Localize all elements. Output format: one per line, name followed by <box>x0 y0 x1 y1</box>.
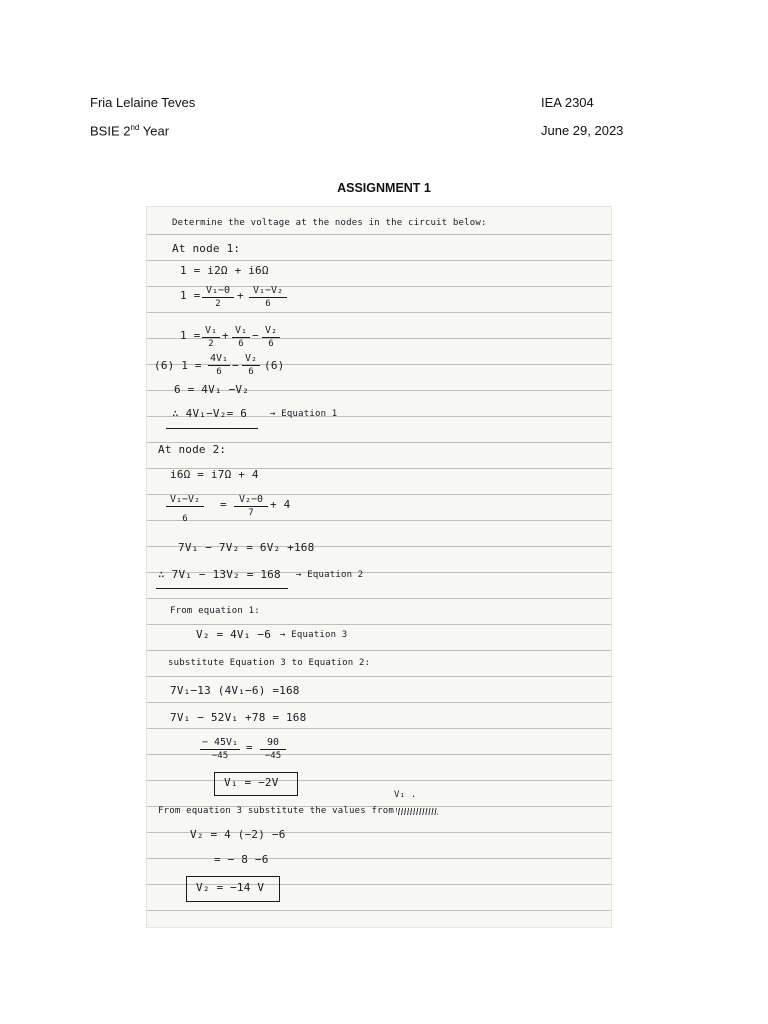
equation1-label: → Equation 1 <box>270 409 338 419</box>
node1-line2-lhs: 1 = <box>180 289 201 302</box>
equation2-label: → Equation 2 <box>296 570 364 580</box>
program-prefix: BSIE 2 <box>90 123 131 139</box>
fraction: $\frac{\text{4V₁}}{6}$ <box>209 353 229 377</box>
node1-line1: 1 = i2Ω + i6Ω <box>180 264 269 277</box>
substitution-line1: 7V₁−13 (4V₁−6) =168 <box>170 684 300 697</box>
from-equation1: From equation 1: <box>170 606 260 616</box>
fraction: $\frac{\text{V₁−V₂}}{6}$ <box>166 494 204 525</box>
v1-note: V₁ . <box>394 790 417 800</box>
fraction: $\frac{\text{V₂}}{6}$ <box>242 353 260 378</box>
v2-line1: V₂ = 4 (−2) −6 <box>190 828 286 841</box>
date: June 29, 2023 <box>541 123 624 138</box>
substitution-line2: 7V₁ − 52V₁ +78 = 168 <box>170 711 307 724</box>
equation3-label: → Equation 3 <box>280 630 348 640</box>
fraction: $\frac{\text{V₁−0}}{2}$ <box>202 285 234 310</box>
equation3: V₂ = 4V₁ −6 <box>196 628 272 641</box>
equals-sign: = <box>246 741 253 754</box>
course-code: IEA 2304 <box>541 95 594 110</box>
fraction: $\frac{90}{-45}$ <box>260 737 286 762</box>
crossed-out-word <box>396 808 438 815</box>
equation1-result: ∴ 4V₁−V₂= 6 <box>172 407 248 420</box>
handwritten-notes-photo <box>146 206 612 928</box>
fraction: $\frac{\text{V₂}}{6}$ <box>262 325 280 350</box>
underline <box>166 428 258 429</box>
substitute-instruction: substitute Equation 3 to Equation 2: <box>168 658 371 668</box>
program-year <box>90 123 169 138</box>
equals-sign: = <box>220 498 227 511</box>
fraction: $\frac{\text{V₁−V₂}}{6}$ <box>249 285 287 310</box>
underline <box>156 588 288 589</box>
plus-sign: + <box>222 329 229 342</box>
node2-heading: At node 2: <box>158 443 227 456</box>
v2-line2: = − 8 −6 <box>214 853 269 866</box>
instruction-text: Determine the voltage at the nodes in the circuit below: <box>172 218 487 228</box>
node2-line1: i6Ω = i7Ω + 4 <box>170 468 259 481</box>
minus-sign: − <box>252 329 259 342</box>
fraction: $\frac{\text{V₂−0}}{7}$ <box>234 494 268 519</box>
minus-sign: − <box>232 359 239 372</box>
fraction: $\frac{\text{V₁}}{2}$ <box>202 325 220 350</box>
plus-four: + 4 <box>270 498 291 511</box>
v2-result: V₂ = −14 V <box>196 881 265 894</box>
v1-result: V₁ = −2V <box>224 776 279 789</box>
node1-line4-post: (6) <box>264 359 285 372</box>
student-name: Fria Lelaine Teves <box>90 95 196 110</box>
program-suffix: Year <box>139 123 170 139</box>
from-equation3: From equation 3 substitute the values from <box>158 806 394 816</box>
plus-sign: + <box>237 289 244 302</box>
equation2-result: ∴ 7V₁ − 13V₂ = 168 <box>158 568 281 581</box>
program-superscript: nd <box>130 123 140 132</box>
fraction: $\frac{\text{− 45V₁}}{-45}$ <box>201 737 239 761</box>
node2-line3: 7V₁ − 7V₂ = 6V₂ +168 <box>178 541 315 554</box>
fraction: $\frac{\text{V₁}}{6}$ <box>232 325 250 350</box>
node1-line3-lhs: 1 = <box>180 329 201 342</box>
page-title: ASSIGNMENT 1 <box>337 181 431 195</box>
node1-line4-pre: (6) 1 = <box>154 359 202 372</box>
node1-heading: At node 1: <box>172 242 241 255</box>
node1-line5: 6 = 4V₁ −V₂ <box>174 383 250 396</box>
